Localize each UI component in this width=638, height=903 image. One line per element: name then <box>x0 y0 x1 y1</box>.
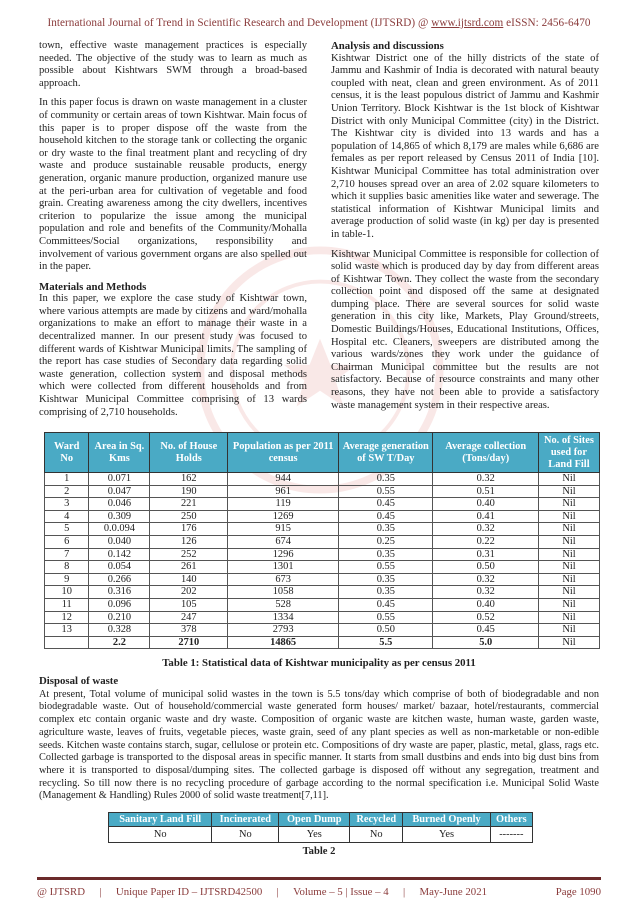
table-header-row <box>109 813 533 827</box>
running-header <box>0 17 638 29</box>
table-cell: 0.45 <box>339 598 433 611</box>
table-row <box>45 510 600 523</box>
page-footer <box>37 886 601 898</box>
table-cell: 0.0.094 <box>89 523 150 536</box>
table-cell: No <box>212 827 279 843</box>
table-cell: 0.096 <box>89 598 150 611</box>
table-cell: 5 <box>45 523 89 536</box>
table-row <box>45 523 600 536</box>
intro-paragraph: town, effective waste management practices is especially needed. The objective of the study was to learn as much as possible about Kishtwars SWM through a broad-based approach. <box>39 40 307 89</box>
table-row <box>45 598 600 611</box>
table-cell: Nil <box>538 535 599 548</box>
table-row <box>45 573 600 586</box>
footer-separator: | <box>276 886 279 898</box>
table-cell: 0.55 <box>339 561 433 574</box>
table-cell: Nil <box>538 473 599 486</box>
table-cell: 10 <box>45 586 89 599</box>
table-cell: 0.047 <box>89 485 150 498</box>
table-cell: 0.22 <box>433 535 538 548</box>
table-cell: 8 <box>45 561 89 574</box>
table-cell: 162 <box>150 473 228 486</box>
table-cell: 915 <box>228 523 339 536</box>
table-cell: 0.32 <box>433 473 538 486</box>
table-cell: 11 <box>45 598 89 611</box>
column-header: Ward No <box>45 433 89 473</box>
column-header: Average collection (Tons/day) <box>433 433 538 473</box>
footer-volume: Volume – 5 | Issue – 4 <box>293 886 389 898</box>
column-header: Burned Openly <box>403 813 490 827</box>
table-cell: 0.31 <box>433 548 538 561</box>
journal-name: International Journal of Trend in Scientific Research and Development (IJTSRD) @ <box>47 17 429 29</box>
column-header: No. of Sites used for Land Fill <box>538 433 599 473</box>
table-cell: ------- <box>490 827 532 843</box>
table-cell: 0.32 <box>433 573 538 586</box>
table-cell: 1269 <box>228 510 339 523</box>
table-row <box>45 624 600 637</box>
table2-caption: Table 2 <box>302 846 336 857</box>
table-cell: 528 <box>228 598 339 611</box>
table-cell: 0.41 <box>433 510 538 523</box>
issn: eISSN: 2456-6470 <box>506 17 591 29</box>
table-cell: Nil <box>538 611 599 624</box>
disposal-section <box>39 675 599 803</box>
table-cell: 2793 <box>228 624 339 637</box>
committee-paragraph: Kishtwar Municipal Committee is responsible for collection of solid waste which is produced day by day from different areas of Kishtwar Town. They collect the waste from the secondary collection point and disposed off the same at designated dumping place. There are several sources for solid waste generation in this city like, Markets, Play Ground/streets, Domestic Buildings/Houses, Educational Institutions, Offices, Hospital etc. Cleaners, sweepers are distributed among the various wards/zones they work under the guidance of Chairman Municipal committee but the results are not satisfactory. Because of resource constraints and many other reasons, they have not been able to provide a satisfactory waste management system in their respective areas. <box>331 248 599 411</box>
table-cell: 4 <box>45 510 89 523</box>
table-cell: 13 <box>45 624 89 637</box>
section-heading-analysis: Analysis and discussions <box>331 40 444 52</box>
table-cell: Nil <box>538 573 599 586</box>
table-cell: Nil <box>538 598 599 611</box>
table-row <box>45 535 600 548</box>
methods-paragraph: In this paper, we explore the case study of Kishtwar town, where various attempts are made by citizens and ward/mohalla organizations to make an effort to manage their waste in a decentralized manner. In our present study was focused to different wards of Kishtwar Municipal limits. The sampling of the report has case studies of Secondary data regarding solid waste generation, collection system and disposal methods which were collected from different households and from Kishtwar Municipal Committee comprising of 13 wards comprising of 2,710 households. <box>39 293 307 418</box>
total-cell: 2710 <box>150 636 228 649</box>
table-row <box>45 548 600 561</box>
table-cell: 0.52 <box>433 611 538 624</box>
table-cell: 0.266 <box>89 573 150 586</box>
table-cell: 0.35 <box>339 523 433 536</box>
total-cell: 5.5 <box>339 636 433 649</box>
footer-spacer <box>501 886 541 898</box>
table-cell: 126 <box>150 535 228 548</box>
table-cell: 0.316 <box>89 586 150 599</box>
disposal-methods-table <box>108 812 533 843</box>
table-cell: 0.50 <box>339 624 433 637</box>
table-cell: 1296 <box>228 548 339 561</box>
table-cell: 674 <box>228 535 339 548</box>
table-cell: 1058 <box>228 586 339 599</box>
table-cell: 961 <box>228 485 339 498</box>
table-cell: 0.071 <box>89 473 150 486</box>
table-cell: No <box>350 827 403 843</box>
table-cell: 119 <box>228 498 339 511</box>
table-cell: Yes <box>403 827 490 843</box>
table-cell: 105 <box>150 598 228 611</box>
left-column <box>39 40 307 426</box>
table-cell: Nil <box>538 586 599 599</box>
footer-rule <box>37 877 601 880</box>
table-cell: 0.45 <box>339 498 433 511</box>
total-cell: 5.0 <box>433 636 538 649</box>
table-cell: Nil <box>538 548 599 561</box>
table-row <box>45 498 600 511</box>
table-cell: Nil <box>538 624 599 637</box>
table1-caption: Table 1: Statistical data of Kishtwar municipality as per census 2011 <box>162 657 476 669</box>
table-cell: No <box>109 827 212 843</box>
table-cell: 0.35 <box>339 548 433 561</box>
disposal-paragraph: At present, Total volume of municipal solid wastes in the town is 5.5 tons/day which comprise of both of biodegradable and non biodegradable waste. Out of household/commercial waste generated form houses/ market/ bazaar, hotel/restaurants, commercial complex etc contain organic waste and dry waste. Composition of organic waste are kitchen waste, human waste, garden waste, agriculture waste, leaves of fruits, vegetable pieces, waste grain, seed of any plant species as well as non-marketable or non-edible seeds. Kitchen waste contains starch, sugar, cellulose or protein etc. Compositions of dry waste are paper, plastic, metal, glass, rags etc. Collected garbage is transported to the disposal areas in specific manner. It starts from small dustbins and ends into big dust bins from where it is transported to disposal/dumping sites. The collected garbage is disposed off without any segregation, treatment and recycling. So till now there is no recycling procedure of garbage according to the normal specification i.e. Municipal Solid Waste (Management & Handling) Rules 2000 of solid waste treatment[7,11]. <box>39 688 599 802</box>
section-heading-materials-methods: Materials and Methods <box>39 280 147 293</box>
table-cell: 9 <box>45 573 89 586</box>
journal-url-link[interactable]: www.ijtsrd.com <box>431 17 504 29</box>
table-cell: 944 <box>228 473 339 486</box>
focus-paragraph: In this paper focus is drawn on waste management in a cluster of community or certain areas of town Kishtwar. Main focus of this paper is to proper dispose off the waste from the household kitchen to the storage tank or collecting the organic or dry waste to the final treatment plant and recycling of dry waste and produce sustainable reusable products, energy generation, organic manure production, organized manure use at the peri-urban area for cultivation of vegetable and food grain. Creating awareness among the city dwellers, incentives criterion to popularize the issue among the municipal population and role and benefits of the Community/Mohalla Committees/Social organizations, responsibility and involvement of various government organs are also spelled out in the paper. <box>39 97 308 273</box>
column-header: Open Dump <box>279 813 350 827</box>
table-cell: 7 <box>45 548 89 561</box>
table-cell: 0.309 <box>89 510 150 523</box>
table-cell: 221 <box>150 498 228 511</box>
table-cell: 0.35 <box>339 573 433 586</box>
table-cell: 202 <box>150 586 228 599</box>
footer-paper-id: Unique Paper ID – IJTSRD42500 <box>115 886 263 898</box>
table-cell: 6 <box>45 535 89 548</box>
table-row <box>45 485 600 498</box>
table-cell: 0.046 <box>89 498 150 511</box>
table-row <box>45 473 600 486</box>
table-total-row <box>45 636 600 649</box>
table-row <box>45 586 600 599</box>
table-cell: 0.32 <box>433 523 538 536</box>
table-cell: 176 <box>150 523 228 536</box>
table-cell: 0.35 <box>339 586 433 599</box>
table-cell: 247 <box>150 611 228 624</box>
table-cell: 2 <box>45 485 89 498</box>
table-cell: 0.40 <box>433 498 538 511</box>
total-cell: Nil <box>538 636 599 649</box>
table-cell: 0.142 <box>89 548 150 561</box>
table-row <box>45 561 600 574</box>
table-cell: 0.55 <box>339 485 433 498</box>
column-header: Population as per 2011 census <box>228 433 339 473</box>
right-column <box>331 40 599 419</box>
table-cell: 0.054 <box>89 561 150 574</box>
total-cell: 14865 <box>228 636 339 649</box>
table-cell: 1 <box>45 473 89 486</box>
footer-page-number: Page 1090 <box>555 886 601 898</box>
footer-date: May-June 2021 <box>419 886 487 898</box>
column-header: No. of House Holds <box>150 433 228 473</box>
table-cell: Yes <box>279 827 350 843</box>
table-cell: 3 <box>45 498 89 511</box>
table-cell: Nil <box>538 561 599 574</box>
column-header: Average generation of SW T/Day <box>339 433 433 473</box>
table-cell: Nil <box>538 523 599 536</box>
table-cell: 0.55 <box>339 611 433 624</box>
section-heading-disposal: Disposal of waste <box>39 675 119 687</box>
table-cell: 0.51 <box>433 485 538 498</box>
table-cell: 0.328 <box>89 624 150 637</box>
column-header: Others <box>490 813 532 827</box>
table-cell: 261 <box>150 561 228 574</box>
table-cell: Nil <box>538 498 599 511</box>
column-header: Recycled <box>350 813 403 827</box>
table-cell: Nil <box>538 510 599 523</box>
ward-statistics-table <box>44 432 600 649</box>
analysis-paragraph: Kishtwar District one of the hilly districts of the state of Jammu and Kashmir of India is decorated with natural beauty coupled with neat, clean and green environment. As of 2011 census, it is the least populous district of Jammu and Kashmir Union Territory. Block Kishtwar is the 1st block of Kishtwar District with only Municipal Committee (city) in the District. The Kishtwar city is divided into 13 wards and has a population of 14,865 of which 8,179 are males while 6,686 are females as per report released by Census 2011 of India [10]. Kishtwar Municipal Committee has total administration over 2,710 houses spread over an area of 2.02 square kilometers to which it supplies basic amenities like water and sewerage. The statistical information of Kishtwar Municipal limits and average production of solid waste (in kg) per day is presented in table-1. <box>331 52 599 240</box>
table-cell: 12 <box>45 611 89 624</box>
table-cell: 0.040 <box>89 535 150 548</box>
table-cell: 1301 <box>228 561 339 574</box>
table-cell: 378 <box>150 624 228 637</box>
table-header-row <box>45 433 600 473</box>
table-cell: 0.50 <box>433 561 538 574</box>
table-row <box>45 611 600 624</box>
table-cell: 0.45 <box>339 510 433 523</box>
table-cell: Nil <box>538 485 599 498</box>
table-cell: 250 <box>150 510 228 523</box>
footer-publisher: @ IJTSRD <box>37 886 86 898</box>
column-header: Incinerated <box>212 813 279 827</box>
table-cell: 190 <box>150 485 228 498</box>
table-cell: 0.45 <box>433 624 538 637</box>
footer-separator: | <box>99 886 102 898</box>
table-cell: 252 <box>150 548 228 561</box>
table-row <box>109 827 533 843</box>
table-cell: 0.25 <box>339 535 433 548</box>
column-header: Sanitary Land Fill <box>109 813 212 827</box>
table-cell: 673 <box>228 573 339 586</box>
total-cell: 2.2 <box>89 636 150 649</box>
total-cell <box>45 636 89 649</box>
table-cell: 1334 <box>228 611 339 624</box>
table-cell: 0.32 <box>433 586 538 599</box>
table-cell: 0.40 <box>433 598 538 611</box>
footer-separator: | <box>403 886 406 898</box>
table-cell: 0.35 <box>339 473 433 486</box>
table-cell: 140 <box>150 573 228 586</box>
table-cell: 0.210 <box>89 611 150 624</box>
column-header: Area in Sq. Kms <box>89 433 150 473</box>
